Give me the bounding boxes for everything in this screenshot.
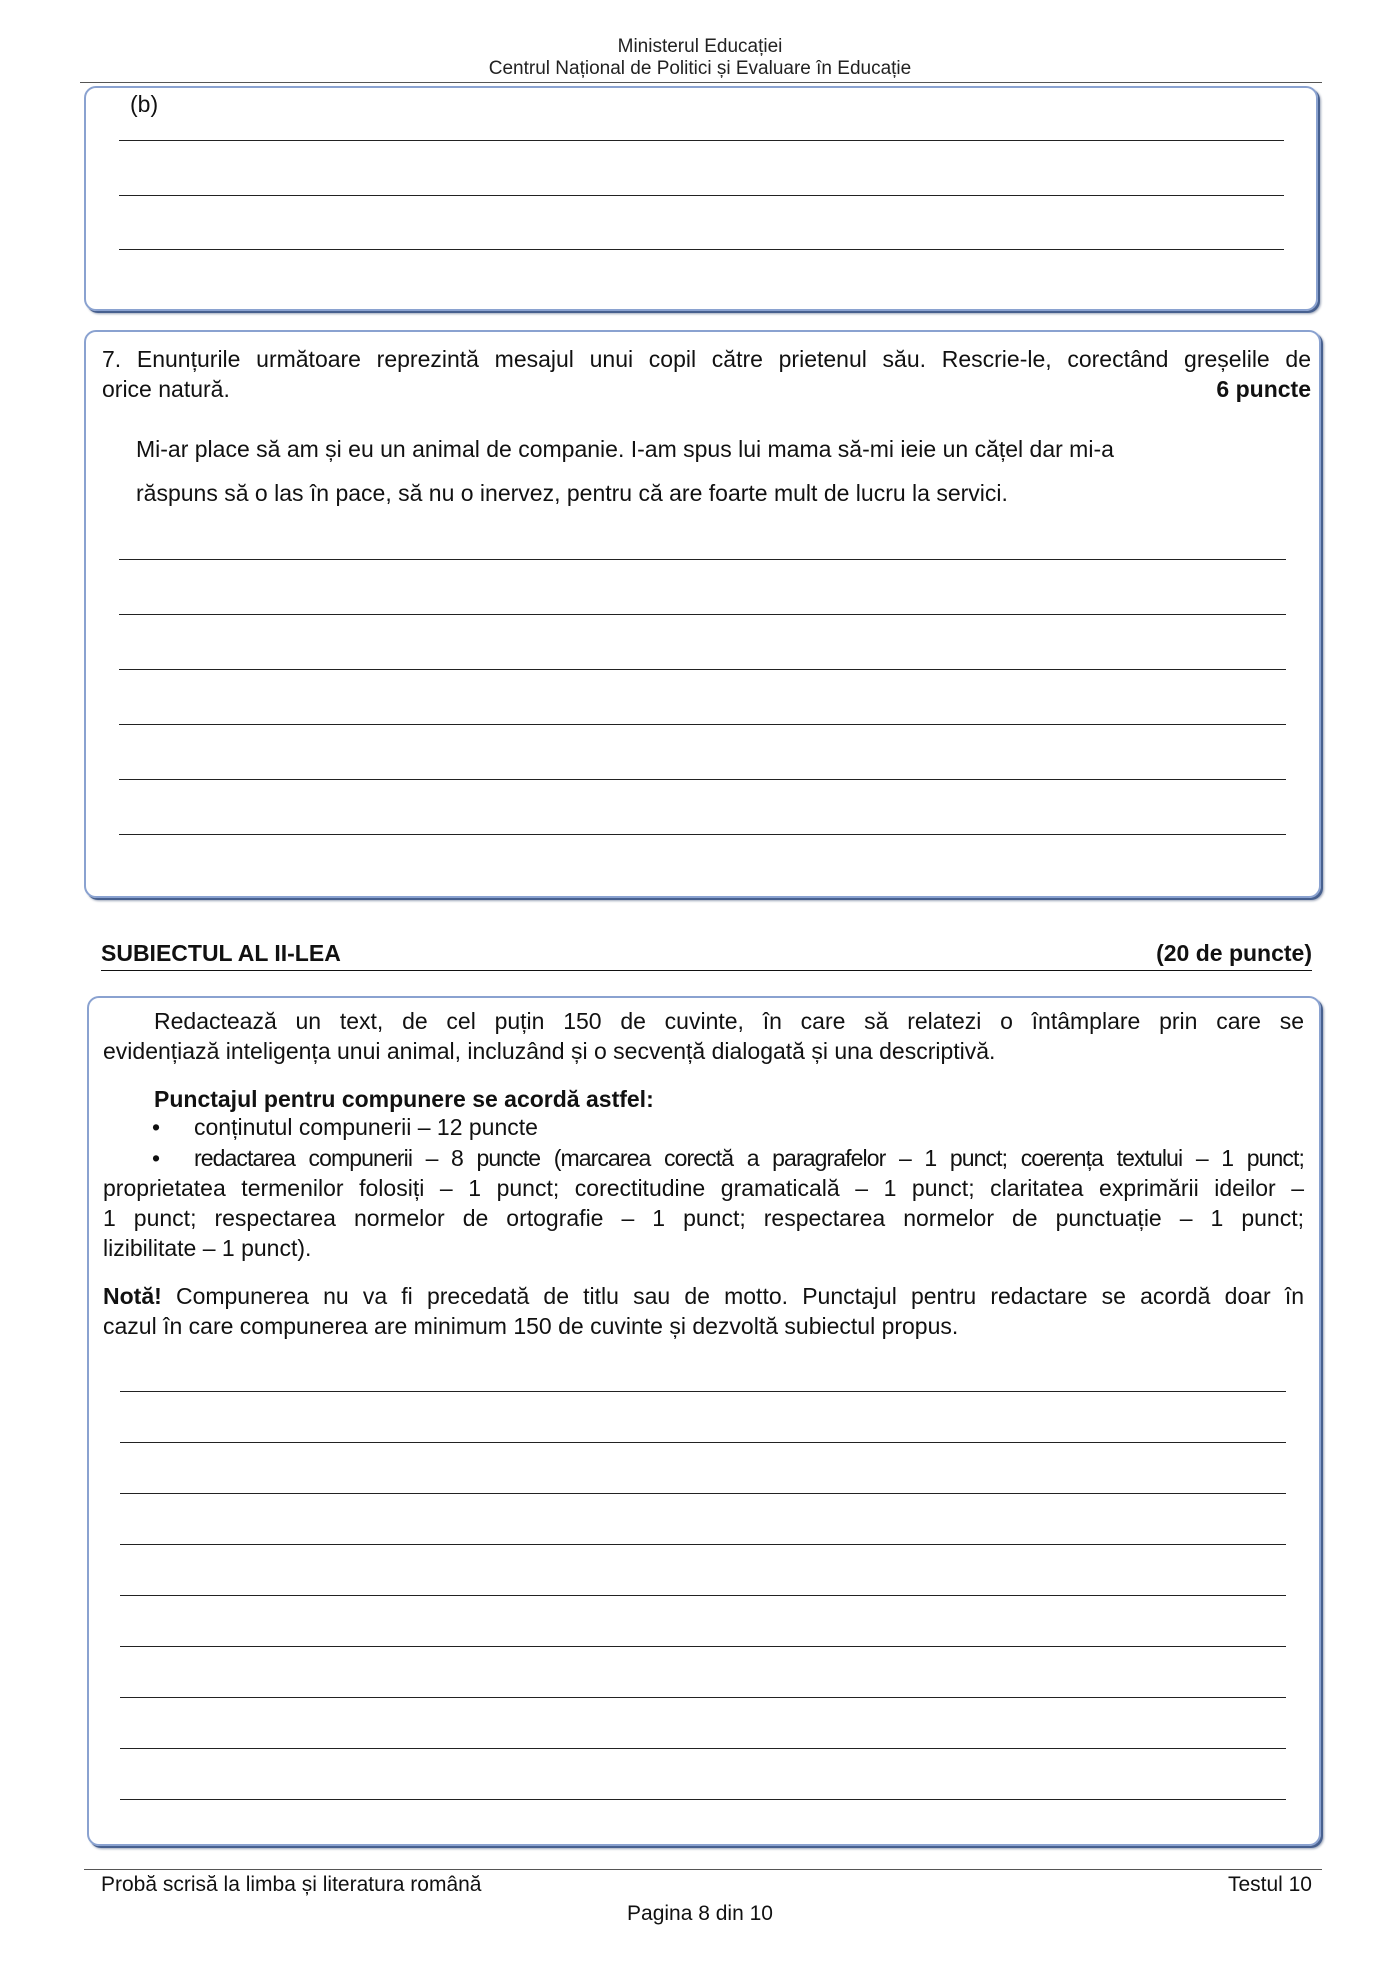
note-label: Notă!	[103, 1283, 162, 1309]
answer-line[interactable]	[120, 1544, 1286, 1545]
scoring-bullet-writing-cont: proprietatea termenilor folosiți – 1 punct; corectitudine gramaticală – 1 punct; claritatea exprimării ideilor –	[103, 1175, 1304, 1201]
composition-box	[87, 996, 1321, 1846]
answer-line[interactable]	[120, 1595, 1286, 1596]
answer-line[interactable]	[120, 1493, 1286, 1494]
answer-line[interactable]	[120, 1646, 1286, 1647]
scoring-bullet-writing-cont: 1 punct; respectarea normelor de ortografie – 1 punct; respectarea normelor de punctuație – 1 punct;	[103, 1205, 1304, 1231]
bullet-icon: •	[152, 1145, 161, 1171]
answer-line[interactable]	[119, 140, 1284, 141]
answer-line[interactable]	[119, 559, 1286, 560]
question7-prompt-cont: orice natură.	[102, 376, 230, 402]
section-points: (20 de puncte)	[1156, 940, 1312, 966]
header-ministry: Ministerul Educației	[617, 36, 783, 57]
answer-line[interactable]	[119, 834, 1286, 835]
section-title: SUBIECTUL AL II-LEA	[101, 940, 341, 966]
scoring-title: Punctajul pentru compunere se acordă astfel:	[154, 1086, 654, 1112]
answer-line[interactable]	[119, 669, 1286, 670]
answer-line[interactable]	[119, 779, 1286, 780]
footer-divider	[84, 1869, 1322, 1870]
question7-message: Mi-ar place să am și eu un animal de companie. I-am spus lui mama să-mi ieie un cățel dar mi-a	[136, 436, 1114, 462]
footer-page-number: Pagina 8 din 10	[627, 1902, 773, 1925]
note	[103, 1281, 1304, 1311]
bullet-icon: •	[152, 1114, 161, 1140]
task-text-cont: evidențiază inteligența unui animal, incluzând și o secvență dialogată și una descriptivă.	[103, 1038, 996, 1064]
question7-box	[84, 330, 1321, 898]
answer-line[interactable]	[119, 249, 1284, 250]
question7-prompt: 7. Enunțurile următoare reprezintă mesajul unui copil către prietenul său. Rescrie-le, corectând greșelile de	[102, 346, 1311, 372]
scoring-bullet-writing: redactarea compunerii – 8 puncte (marcarea corectă a paragrafelor – 1 punct; coerența textului – 1 punct;	[194, 1145, 1304, 1171]
scoring-bullet-writing-cont: lizibilitate – 1 punct).	[103, 1235, 312, 1261]
question7-points: 6 puncte	[1216, 376, 1311, 402]
note-text-cont: cazul în care compunerea are minimum 150 de cuvinte și dezvoltă subiectul propus.	[103, 1313, 959, 1339]
answer-line[interactable]	[120, 1799, 1286, 1800]
section-heading	[101, 940, 1312, 971]
header-divider	[80, 82, 1322, 83]
answer-line[interactable]	[120, 1748, 1286, 1749]
answer-line[interactable]	[119, 614, 1286, 615]
answer-line[interactable]	[120, 1391, 1286, 1392]
answer-label-b: (b)	[130, 91, 159, 117]
note-text: Compunerea nu va fi precedată de titlu sau de motto. Punctajul pentru redactare se acordă doar în	[175, 1283, 1305, 1309]
answer-line[interactable]	[119, 724, 1286, 725]
answer-box-b	[84, 86, 1318, 311]
question7-message-cont: răspuns să o las în pace, să nu o inervez, pentru că are foarte mult de lucru la servici.	[136, 480, 1008, 506]
answer-line[interactable]	[120, 1697, 1286, 1698]
footer-test: Testul 10	[1227, 1873, 1312, 1896]
header-center: Centrul Național de Politici și Evaluare în Educație	[488, 58, 912, 79]
footer-exam: Probă scrisă la limba și literatura română	[101, 1873, 482, 1896]
task-text: Redactează un text, de cel puțin 150 de cuvinte, în care să relatezi o întâmplare prin care se	[154, 1008, 1304, 1034]
scoring-bullet-content: conținutul compunerii – 12 puncte	[194, 1114, 538, 1140]
answer-line[interactable]	[119, 195, 1284, 196]
answer-line[interactable]	[120, 1442, 1286, 1443]
